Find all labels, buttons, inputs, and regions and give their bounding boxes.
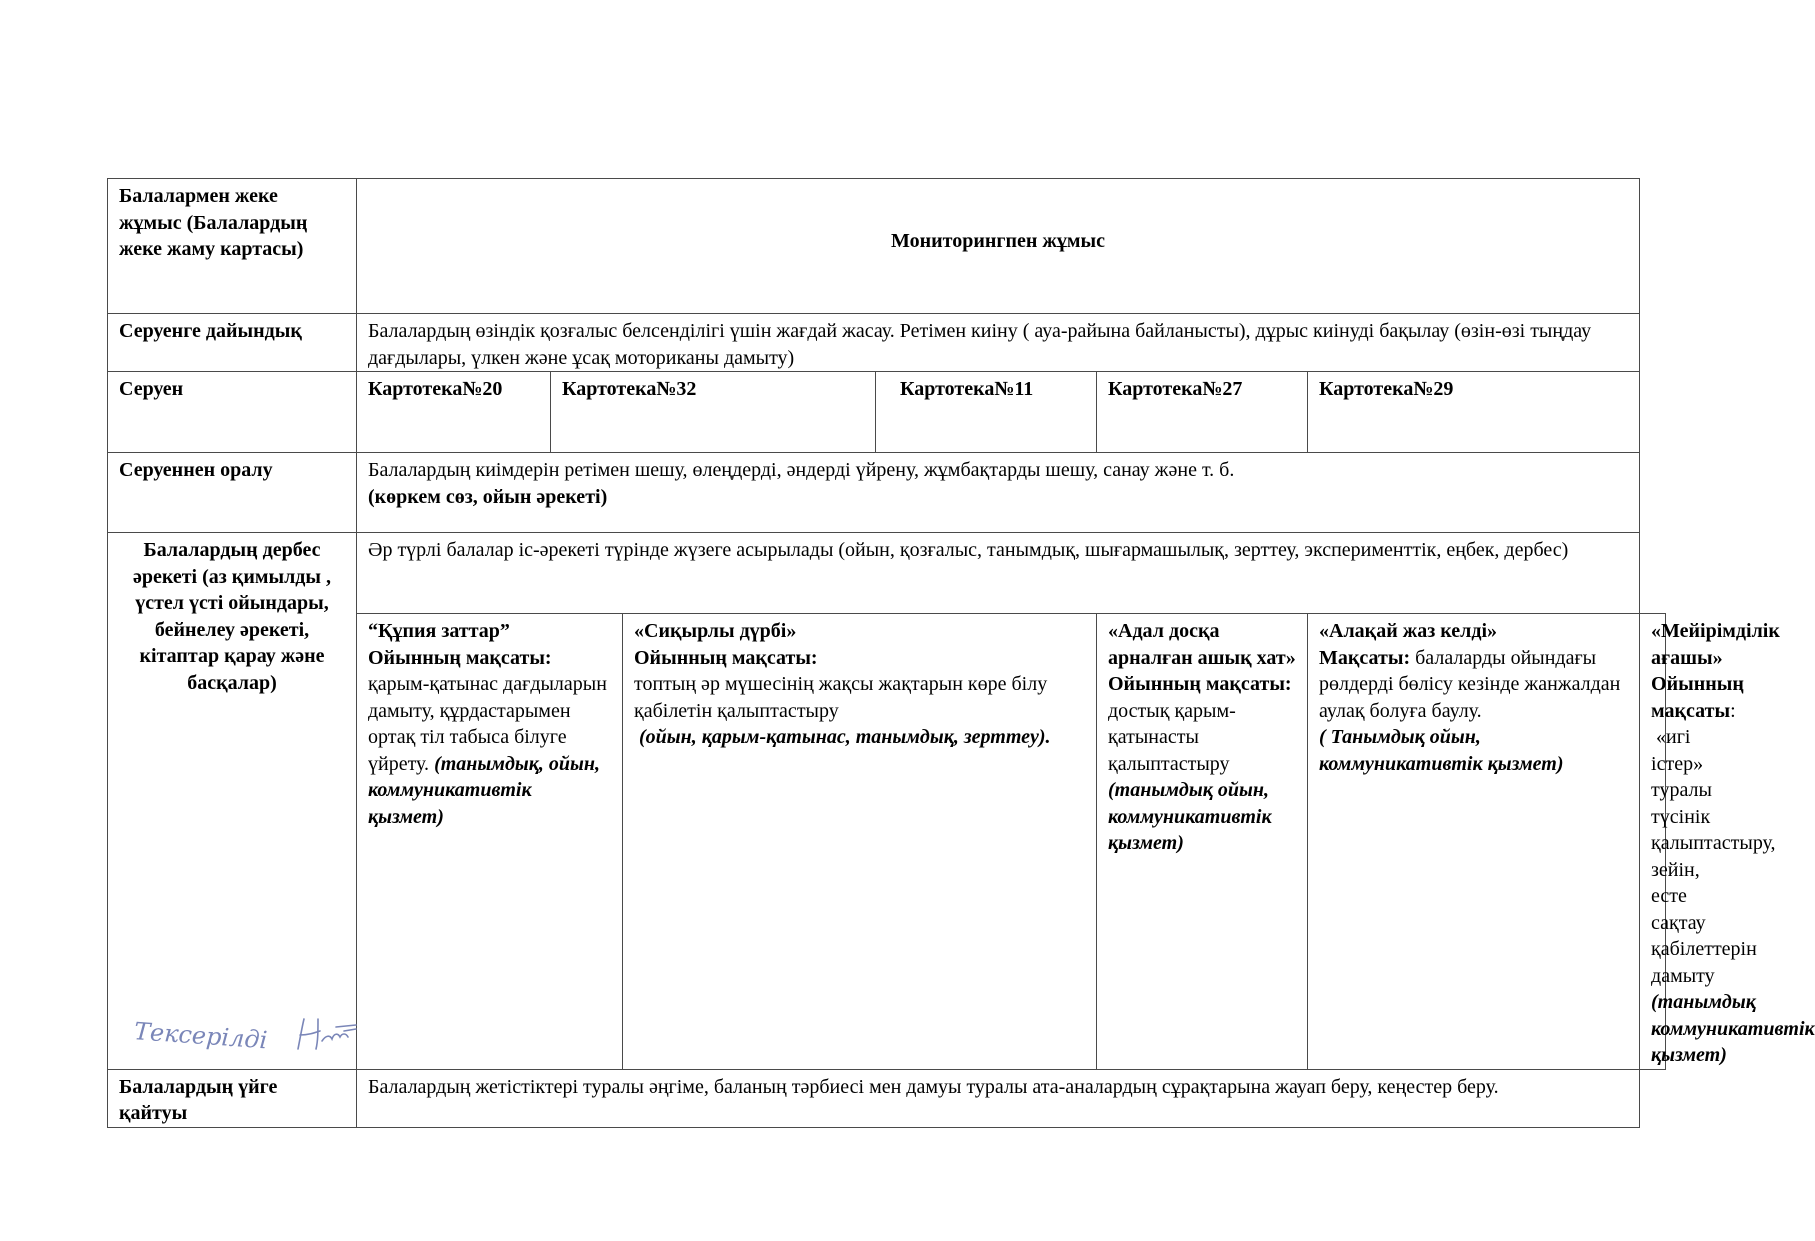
row-walk-prep [108, 314, 1666, 372]
game-goal-text: достық қарым-қатынасты қалыптастыру [1108, 699, 1236, 775]
card-cell-3: Картотека№11 [876, 372, 1097, 453]
signature-scrawl [298, 1019, 356, 1049]
game-title: «Мейірімділік ағашы» [1651, 620, 1780, 669]
walk-prep-content: Балалардың өзіндік қозғалыс белсенділігі үшін жағдай жасау. Ретімен киіну ( ауа-райына байланысты), дұрыс киінуді бақылау (өзін-өзі тыңдау дағдылары, үлкен және ұсақ моториканы дамыту) [357, 314, 1640, 372]
handwritten-signature [130, 1005, 390, 1065]
independent-intro: Әр түрлі балалар іс-әрекеті түрінде жүзеге асырылады (ойын, қозғалыс, танымдық, шығармашылық, зерттеу, эксперименттік, еңбек, дербес) [357, 533, 1640, 614]
monitoring-cell: Мониторингпен жұмыс [357, 179, 1640, 314]
return-content [357, 453, 1640, 533]
return-text-bold: (көркем сөз, ойын әрекеті) [368, 485, 608, 508]
game-activity: (ойын, қарым-қатынас, танымдық, зерттеу). [639, 726, 1051, 748]
game-cell-5 [1640, 614, 1815, 1070]
game-goal-text: балаларды ойындағы рөлдерді бөлісу кезінде жанжалдан аулақ болуға баулу. [1319, 646, 1621, 722]
going-home-content: Балалардың жетістіктері туралы әңгіме, баланың тәрбиесі мен дамуы туралы ата-аналардың сұрақтарына жауап беру, кеңестер беру. [357, 1069, 1640, 1127]
card-cell-4: Картотека№27 [1097, 372, 1308, 453]
game-goal-text: топтың әр мүшесінің жақсы жақтарын көре білу қабілетін қалыптастыру [634, 673, 1048, 722]
game-activity: (танымдық ойын, коммуникативтік қызмет) [1108, 779, 1272, 854]
game-goal-colon: : [1730, 699, 1736, 722]
game-goal-label: Ойынның мақсаты: [634, 646, 818, 669]
game-activity: (танымдық коммуникативтік қызмет) [1651, 991, 1815, 1066]
return-text: Балалардың киімдерін ретімен шешу, өлеңдерді, әндерді үйрену, жұмбақтарды шешу, санау және т. б. [368, 459, 1235, 481]
game-cell-2 [623, 614, 1097, 1070]
card-cell-1: Картотека№20 [357, 372, 551, 453]
game-title: “Құпия заттар” [368, 620, 510, 642]
game-title: «Алақай жаз келді» [1319, 620, 1498, 642]
game-activity: ( Танымдық ойын, коммуникативтік қызмет) [1319, 726, 1564, 775]
row-label-going-home: Балалардың үйге қайтуы [108, 1069, 357, 1127]
plan-table [107, 178, 1815, 1128]
row-return-from-walk [108, 453, 1666, 533]
game-cell-1 [357, 614, 623, 1070]
game-cell-4 [1308, 614, 1640, 1070]
game-goal-label: Ойынның мақсаты: [1108, 673, 1292, 695]
game-activity: (танымдық, ойын, коммуникативтік қызмет) [368, 752, 600, 828]
game-goal-text: «игі істер» туралы түсінік қалыптастыру, зейін, есте сақтау қабілеттерін дамыту [1651, 726, 1776, 987]
game-goal-label: Ойынның мақсаты [1651, 673, 1744, 722]
game-title: «Сиқырлы дүрбі» [634, 620, 797, 642]
signature-word: Тексерілді [133, 1017, 269, 1055]
game-goal-label: Ойынның мақсаты: [368, 646, 552, 669]
row-walk [108, 372, 1666, 453]
game-goal-text: қарым-қатынас дағдыларын дамыту, құрдастарымен ортақ тіл табыса білуге үйрету. [368, 673, 607, 775]
row-label-walk: Серуен [108, 372, 357, 453]
game-goal-label: Мақсаты: [1319, 646, 1411, 669]
row-individual-work [108, 179, 1666, 314]
card-cell-2: Картотека№32 [551, 372, 876, 453]
game-cell-3 [1097, 614, 1308, 1070]
row-independent-activity [108, 533, 1666, 614]
row-label-individual-work: Балалармен жеке жұмыс (Балалардың жеке жаму картасы) [108, 179, 357, 314]
row-label-walk-prep: Серуенге дайындық [108, 314, 357, 372]
game-title: «Адал досқа арналған ашық хат» [1108, 620, 1296, 669]
row-label-independent: Балалардың дербес әрекеті (аз қимылды , үстел үсті ойындары, бейнелеу әрекеті, кітаптар қарау және басқалар) [108, 533, 357, 1070]
card-cell-5: Картотека№29 [1308, 372, 1640, 453]
row-going-home [108, 1069, 1666, 1127]
row-label-return: Серуеннен оралу [108, 453, 357, 533]
